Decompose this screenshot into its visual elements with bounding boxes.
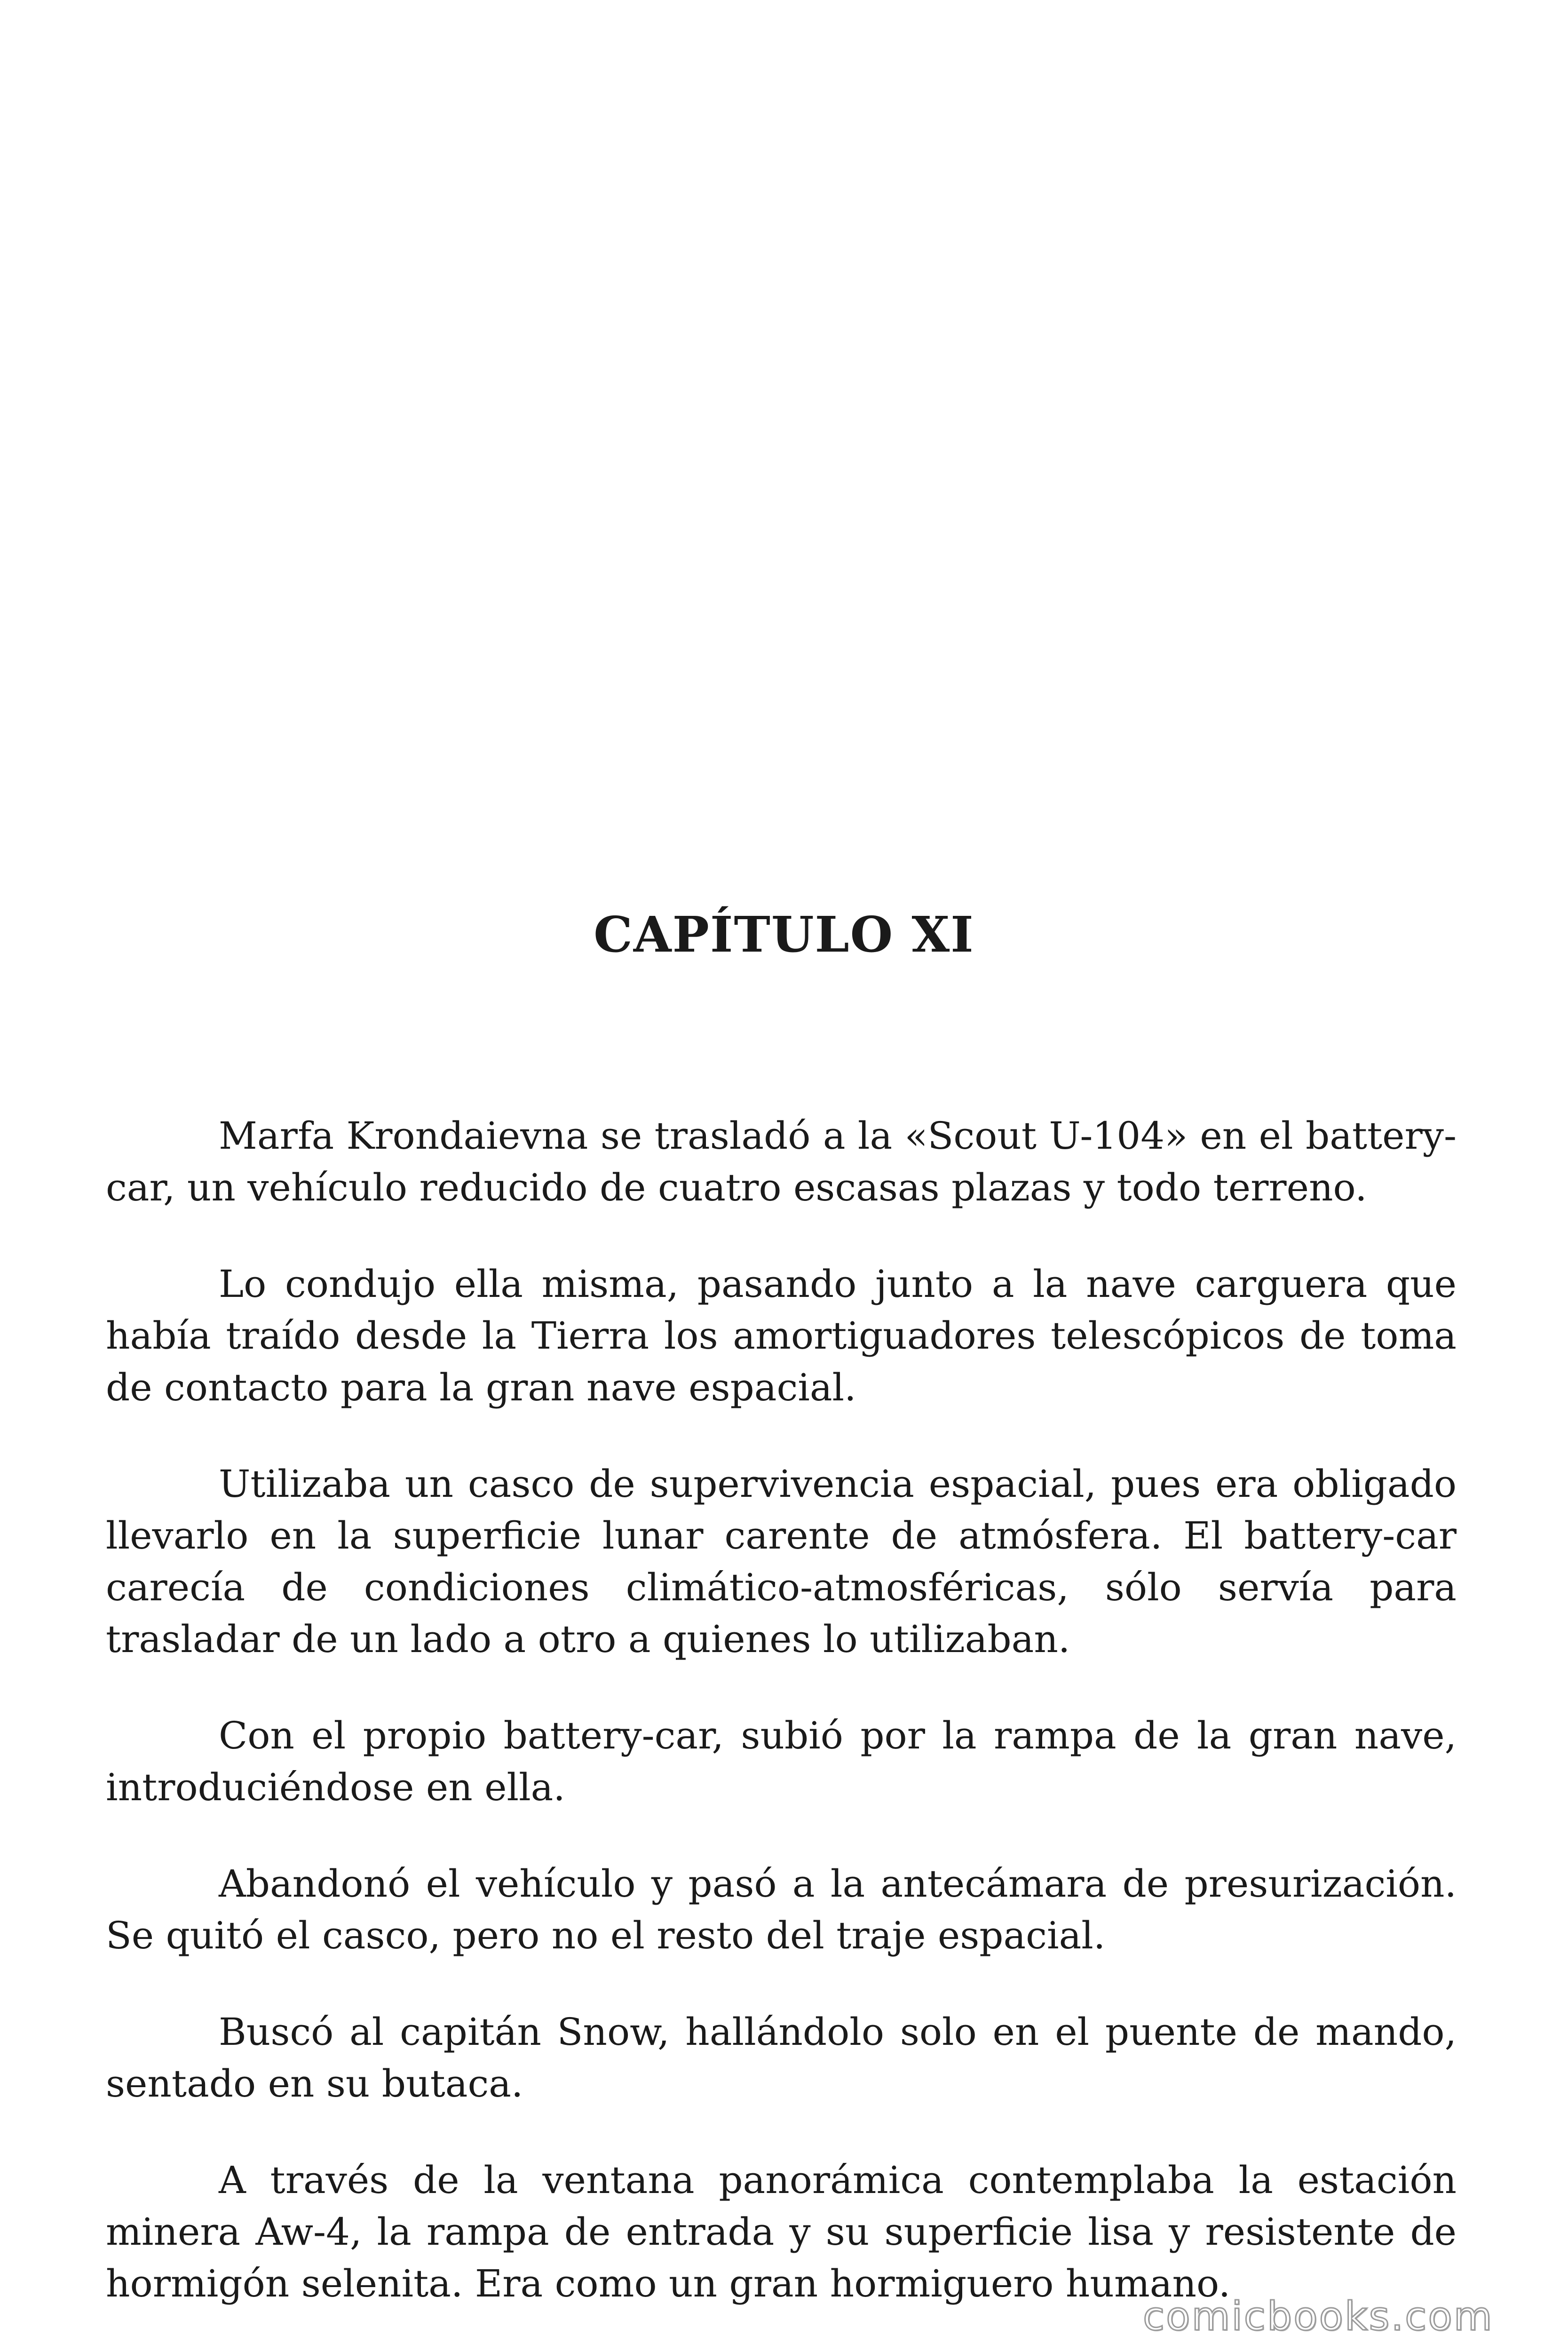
paragraph: Utilizaba un casco de supervivencia espacial, pues era obligado llevarlo en la superficie lunar carente de atmósfera. El battery-car carecía de condiciones climático-atmosféricas, sólo servía para trasladar de un lado a otro a quienes lo utilizaban. <box>106 1462 1457 1661</box>
chapter-title: CAPÍTULO XI <box>594 906 974 963</box>
paragraph: Buscó al capitán Snow, hallándolo solo en el puente de mando, sentado en su butaca. <box>106 2010 1457 2106</box>
chapter-body <box>106 1110 1457 2352</box>
paragraph: A través de la ventana panorámica contemplaba la estación minera Aw-4, la rampa de entrada y su superficie lisa y resistente de hormigón selenita. Era como un gran hormiguero humano. <box>106 2158 1457 2305</box>
watermark: comicbooks.com <box>1143 2293 1494 2339</box>
paragraph: Con el propio battery-car, subió por la rampa de la gran nave, introduciéndose en ella. <box>106 1714 1457 1809</box>
paragraph: Abandonó el vehículo y pasó a la antecámara de presurización. Se quitó el casco, pero no el resto del traje espacial. <box>106 1862 1457 1957</box>
paragraph: Lo condujo ella misma, pasando junto a la nave carguera que había traído desde la Tierra los amortiguadores telescópicos de toma de contacto para la gran nave espacial. <box>106 1262 1457 1409</box>
paragraph: Marfa Krondaievna se trasladó a la «Scout U-104» en el battery-car, un vehículo reducido de cuatro escasas plazas y todo terreno. <box>106 1114 1457 1209</box>
